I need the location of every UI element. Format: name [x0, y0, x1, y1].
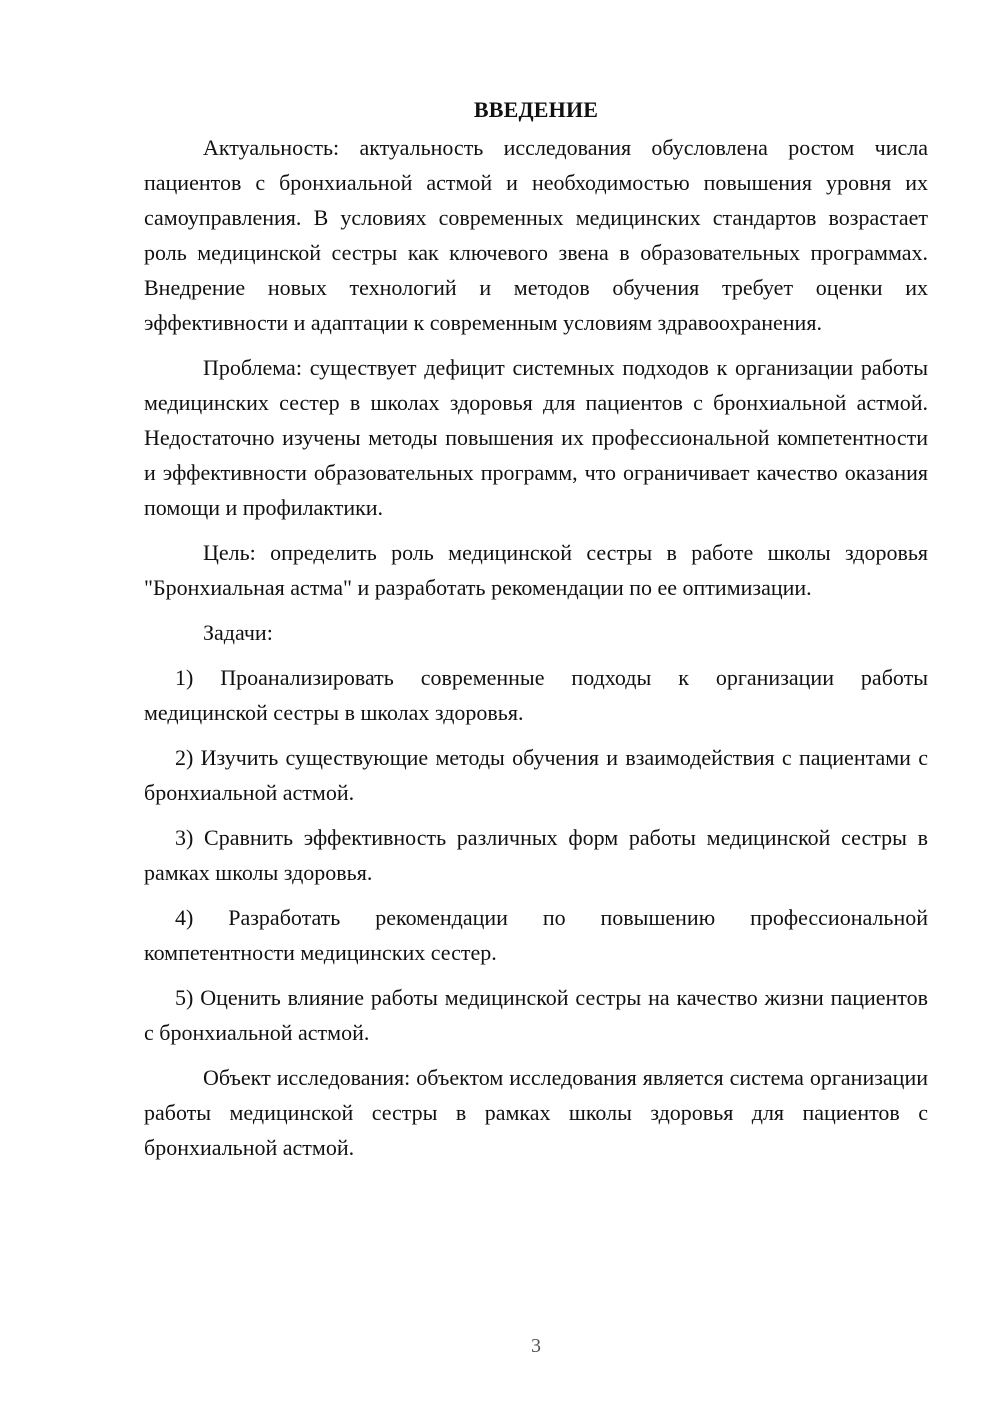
problem-paragraph: Проблема: существует дефицит системных подходов к организации работы медицинских сестер в школах здоровья для пациентов с бронхиальной астмой. Недостаточно изучены методы повышения их профессиональной компетентности и эффективности образовательных программ, что ограничивает качество оказания помощи и профилактики. — [144, 355, 928, 520]
task-item: 2) Изучить существующие методы обучения и взаимодействия с пациентами с бронхиальной астмой. — [144, 745, 928, 805]
section-heading: ВВЕДЕНИЕ — [473, 97, 599, 122]
page-content — [144, 92, 928, 1175]
task-item: 3) Сравнить эффективность различных форм работы медицинской сестры в рамках школы здоровья. — [144, 825, 928, 885]
task-item: 4) Разработать рекомендации по повышению профессиональной компетентности медицинских сестер. — [144, 905, 928, 965]
object-paragraph: Объект исследования: объектом исследования является система организации работы медицинской сестры в рамках школы здоровья для пациентов с бронхиальной астмой. — [144, 1065, 928, 1160]
relevance-paragraph: Актуальность: актуальность исследования обусловлена ростом числа пациентов с бронхиальной астмой и необходимостью повышения уровня их самоуправления. В условиях современных медицинских стандартов возрастает роль медицинской сестры как ключевого звена в образовательных программах. Внедрение новых технологий и методов обучения требует оценки их эффективности и адаптации к современным условиям здравоохранения. — [144, 135, 928, 335]
task-item: 1) Проанализировать современные подходы к организации работы медицинской сестры в школах здоровья. — [144, 665, 928, 725]
task-item: 5) Оценить влияние работы медицинской сестры на качество жизни пациентов с бронхиальной астмой. — [144, 985, 928, 1045]
page-number: 3 — [531, 1335, 541, 1357]
goal-paragraph: Цель: определить роль медицинской сестры в работе школы здоровья "Бронхиальная астма" и разработать рекомендации по ее оптимизации. — [144, 540, 928, 600]
tasks-list — [144, 660, 928, 1050]
tasks-label: Задачи: — [203, 620, 273, 645]
